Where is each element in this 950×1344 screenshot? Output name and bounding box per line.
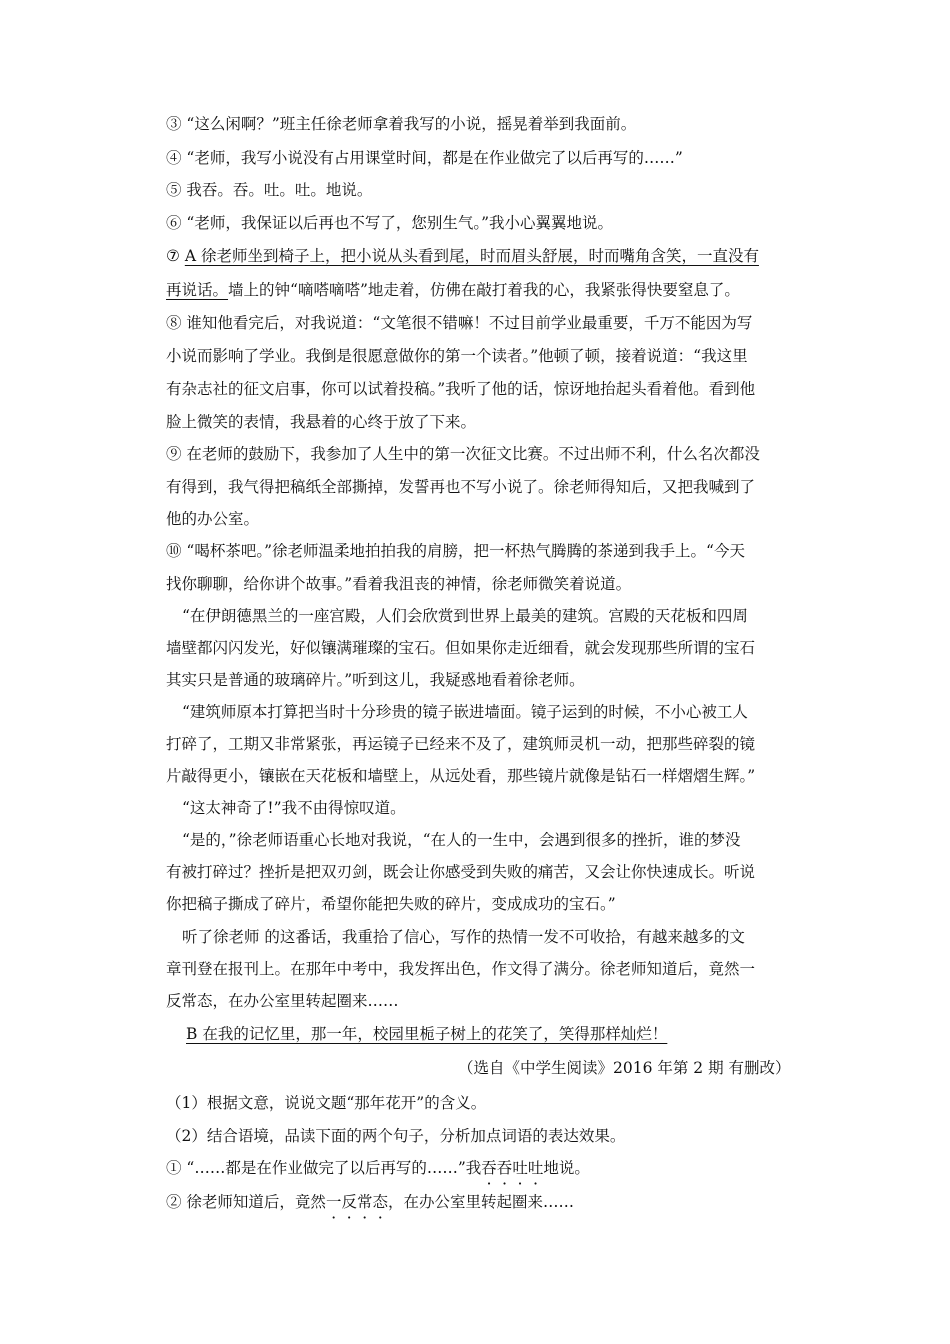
dotted-char: 反 bbox=[341, 1193, 357, 1211]
question-2-sentence-1 bbox=[166, 1158, 590, 1178]
story-paragraph-2-line: 打碎了，工期又非常紧张，再运镜子已经来不及了，建筑师灵机一动，把那些碎裂的镜 bbox=[166, 735, 756, 753]
sentence-a-underlined: A 徐老师坐到椅子上，把小说从头看到尾，时而眉头舒展，时而嘴角含笑，一直没有 bbox=[184, 247, 759, 265]
story-paragraph-2-line: “建筑师原本打算把当时十分珍贵的镜子嵌进墙面。镜子运到的时候，不小心被工人 bbox=[182, 703, 748, 721]
paragraph-10-line: ⑩ “喝杯茶吧。”徐老师温柔地拍拍我的肩膀，把一杯热气腾腾的茶递到我手上。“今天 bbox=[166, 542, 745, 560]
story-paragraph-1-line: “在伊朗德黑兰的一座宫殿，人们会欣赏到世界上最美的建筑。宫殿的天花板和四周 bbox=[182, 607, 748, 625]
story-paragraph-2-line: 片敲得更小，镶嵌在天花板和墙壁上，从远处看，那些镜片就像是钻石一样熠熠生辉。” bbox=[166, 767, 756, 785]
dotted-char: 吞 bbox=[481, 1159, 497, 1177]
paragraph-9-line: 他的办公室。 bbox=[166, 510, 260, 528]
q2-s1-after: 地说。 bbox=[543, 1159, 590, 1177]
dotted-char: 常 bbox=[356, 1193, 373, 1211]
para7-rest: 墙上的钟“嘀嗒嘀嗒”地走着，仿佛在敲打着我的心，我紧张得快要窒息了。 bbox=[228, 281, 740, 299]
paragraph-4: ④ “老师，我写小说没有占用课堂时间，都是在作业做完了以后再写的……” bbox=[166, 149, 683, 167]
q2-s1-before: ① “……都是在作业做完了以后再写的……”我 bbox=[166, 1159, 482, 1177]
paragraph-8-line: 脸上微笑的表情，我悬着的心终于放了下来。 bbox=[166, 413, 477, 431]
paragraph-5: ⑤ 我吞。吞。吐。吐。地说。 bbox=[166, 181, 373, 199]
story-paragraph-1-line: 其实只是普通的玻璃碎片。”听到这儿，我疑惑地看着徐老师。 bbox=[166, 671, 585, 689]
story-paragraph-4-line: 你把稿子撕成了碎片，希望你能把失败的碎片，变成成功的宝石。” bbox=[166, 895, 616, 913]
para7-prefix: ⑦ bbox=[166, 247, 185, 265]
paragraph-10-line: 找你聊聊，给你讲个故事。”看着我沮丧的神情，徐老师微笑着说道。 bbox=[166, 575, 632, 593]
paragraph-8-line: 有杂志社的征文启事，你可以试着投稿。”我听了他的话，惊讶地抬起头看着他。看到他 bbox=[166, 380, 756, 398]
sentence-b-underlined: B 在我的记忆里，那一年，校园里栀子树上的花笑了，笑得那样灿烂！ bbox=[186, 1025, 668, 1043]
paragraph-9-line: ⑨ 在老师的鼓励下，我参加了人生中的第一次征文比赛。不过出师不利，什么名次都没 bbox=[166, 445, 760, 463]
question-2-sentence-2 bbox=[166, 1192, 574, 1212]
dotted-char: 吞 bbox=[496, 1159, 513, 1177]
story-paragraph-5-line: 章刊登在报刊上。在那年中考中，我发挥出色，作文得了满分。徐老师知道后，竟然一 bbox=[166, 960, 756, 978]
question-2: （2）结合语境，品读下面的两个句子，分析加点词语的表达效果。 bbox=[166, 1127, 626, 1145]
paragraph-8-line: 小说而影响了学业。我倒是很愿意做你的第一个读者。”他顿了顿，接着说道：“我这里 bbox=[166, 347, 748, 365]
paragraph-8-line: ⑧ 谁知他看完后，对我说道：“文笔很不错嘛！不过目前学业最重要，千万不能因为写 bbox=[166, 314, 753, 332]
paragraph-3: ③ “这么闲啊？”班主任徐老师拿着我写的小说，摇晃着举到我面前。 bbox=[166, 115, 637, 133]
story-paragraph-1-line: 墙壁都闪闪发光，好似镶满璀璨的宝石。但如果你走近细看，就会发现那些所谓的宝石 bbox=[166, 639, 756, 657]
question-1: （1）根据文意，说说文题“那年花开”的含义。 bbox=[166, 1094, 487, 1112]
q2-s2-after: ，在办公室里转起圈来…… bbox=[388, 1193, 575, 1211]
paragraph-7-line-1 bbox=[166, 246, 759, 266]
paragraph-7-line-2 bbox=[166, 280, 740, 300]
sentence-a-underlined-end: 再说话。 bbox=[166, 281, 229, 299]
story-paragraph-3: “这太神奇了!”我不由得惊叹道。 bbox=[182, 799, 406, 817]
story-paragraph-5-line: 反常态，在办公室里转起圈来…… bbox=[166, 992, 399, 1010]
story-paragraph-4-line: 有被打碎过？挫折是把双刃剑，既会让你感受到失败的痛苦，又会让你快速成长。听说 bbox=[166, 863, 756, 881]
story-paragraph-5-line: 听了徐老师 的这番话，我重拾了信心，写作的热情一发不可收拾，有越来越多的文 bbox=[182, 928, 745, 946]
paragraph-6: ⑥ “老师，我保证以后再也不写了，您别生气。”我小心翼翼地说。 bbox=[166, 214, 614, 232]
dotted-char: 吐 bbox=[512, 1159, 528, 1177]
dotted-char: 吐 bbox=[527, 1159, 544, 1177]
dotted-char: 态 bbox=[372, 1193, 388, 1211]
dotted-char: 一 bbox=[325, 1193, 342, 1211]
story-paragraph-4-line: “是的，”徐老师语重心长地对我说，“在人的一生中，会遇到很多的挫折，谁的梦没 bbox=[182, 831, 741, 849]
q2-s2-before: ② 徐老师知道后，竟然 bbox=[166, 1193, 326, 1211]
source-citation: （选自《中学生阅读》2016 年第 2 期 有删改） bbox=[458, 1059, 791, 1077]
paragraph-9-line: 有得到，我气得把稿纸全部撕掉，发誓再也不写小说了。徐老师得知后，又把我喊到了 bbox=[166, 478, 756, 496]
